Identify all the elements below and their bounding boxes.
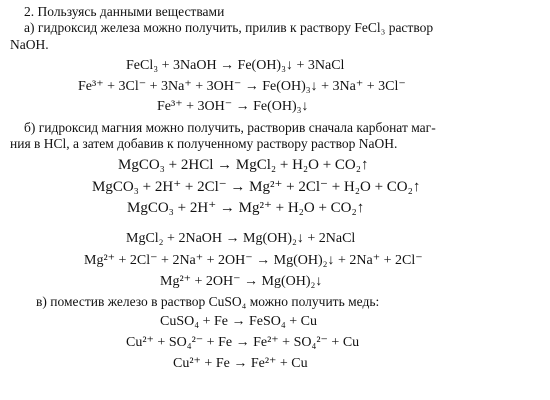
part-a-equation-short-ionic: Fe³⁺ + 3OH⁻ → Fe(OH)₃↓ xyxy=(157,99,309,114)
part-c-equation-short-ionic: Cu²⁺ + Fe → Fe²⁺ + Cu xyxy=(173,356,308,371)
task-heading: 2. Пользуясь данными веществами xyxy=(24,4,225,19)
part-a-equation-full-ionic: Fe³⁺ + 3Cl⁻ + 3Na⁺ + 3OH⁻ → Fe(OH)₃↓ + 3Na⁺ + 3Cl⁻ xyxy=(78,79,406,94)
part-b-hydroxide-full-ionic: Mg²⁺ + 2Cl⁻ + 2Na⁺ + 2OH⁻ → Mg(OH)₂↓ + 2Na⁺ + 2Cl⁻ xyxy=(84,253,423,268)
part-c-equation-full-ionic: Cu²⁺ + SO₄²⁻ + Fe → Fe²⁺ + SO₄²⁻ + Cu xyxy=(126,335,360,350)
part-a-text-line2: NaOH. xyxy=(10,37,49,52)
part-b-hydroxide-molecular: MgCl₂ + 2NaOH → Mg(OH)₂↓ + 2NaCl xyxy=(126,231,356,246)
part-b-carbonate-short-ionic: MgCO₃ + 2H⁺ → Mg²⁺ + H₂O + CO₂↑ xyxy=(127,200,365,216)
part-c-text-line1: в) поместив железо в раствор CuSO₄ можно получить медь: xyxy=(36,294,380,309)
part-b-text-line2: ния в HCl, а затем добавив к полученному раствору раствор NaOH. xyxy=(10,136,398,151)
part-b-hydroxide-short-ionic: Mg²⁺ + 2OH⁻ → Mg(OH)₂↓ xyxy=(160,274,323,289)
part-b-carbonate-molecular: MgCO₃ + 2HCl → MgCl₂ + H₂O + CO₂↑ xyxy=(118,157,369,173)
part-c-equation-molecular: CuSO₄ + Fe → FeSO₄ + Cu xyxy=(160,314,318,329)
part-b-text-line1: б) гидроксид магния можно получить, растворив сначала карбонат маг- xyxy=(24,120,436,135)
part-a-text-line1: а) гидроксид железа можно получить, прилив к раствору FeCl₃ раствор xyxy=(24,20,434,35)
part-b-carbonate-full-ionic: MgCO₃ + 2H⁺ + 2Cl⁻ → Mg²⁺ + 2Cl⁻ + H₂O + CO₂↑ xyxy=(92,179,421,195)
part-a-equation-molecular: FeCl₃ + 3NaOH → Fe(OH)₃↓ + 3NaCl xyxy=(126,58,345,73)
